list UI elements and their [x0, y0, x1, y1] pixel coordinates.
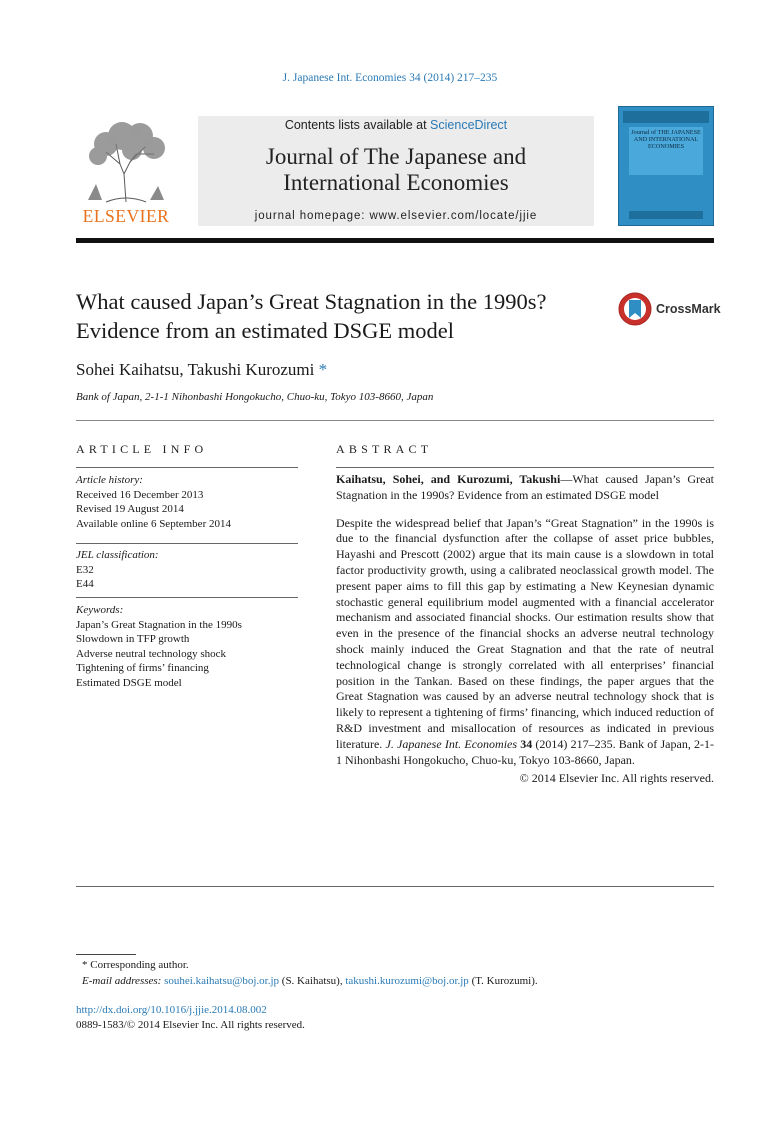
issn-line: 0889-1583/© 2014 Elsevier Inc. All rights reserved. — [76, 1019, 305, 1031]
email-link-kurozumi[interactable]: takushi.kurozumi@boj.or.jp — [345, 975, 469, 987]
abstract-body-text: Despite the widespread belief that Japan’s “Great Stagnation” in the 1990s is due to the financial dysfunction after the collapse of asset price bubbles, Hayashi and Prescott (2002) argue that its main cause is a slowdown in total factor productivity growth, using a calibrated neoclassical growth model. The present paper aims to fill this gap by estimating a New Keynesian dynamic stochastic general equilibrium model augmented with a financial accelerator mechanism and associated financial shocks. Our estimation results show that even in the presence of the financial shocks an adverse neutral technology shock mainly induced the Great Stagnation and that the rate of neutral technological change is strongly correlated with all enterprises’ financial position in the Tankan. Based on these findings, the paper argues that the Great Stagnation was caused by an adverse neutral technology shock that is likely to represent a tightening of firms’ financing, which induced reduction of R&D investment and misallocation of resources as indicated in previous literature. — [336, 515, 714, 751]
abstract-lead-authors: Kaihatsu, Sohei, and Kurozumi, Takushi — [336, 472, 561, 486]
abstract-rule — [336, 467, 714, 468]
publisher-name: ELSEVIER — [82, 206, 170, 226]
journal-homepage[interactable]: journal homepage: www.elsevier.com/locate/jjie — [254, 210, 538, 222]
abstract-lead — [336, 472, 714, 504]
journal-name-line-1: Journal of The Japanese and — [265, 144, 527, 169]
abstract-heading: ABSTRACT — [336, 442, 433, 456]
keywords-label: Keywords: — [76, 604, 124, 616]
history-online: Available online 6 September 2014 — [76, 517, 231, 530]
journal-cover-image[interactable] — [618, 106, 714, 226]
doi-link[interactable]: http://dx.doi.org/10.1016/j.jjie.2014.08.002 — [76, 1004, 267, 1016]
crossmark-icon — [618, 292, 652, 326]
email-owner: (S. Kaihatsu), — [279, 975, 346, 987]
crossmark-badge[interactable] — [618, 292, 721, 328]
cover-strip — [623, 111, 709, 123]
email-label: E-mail addresses: — [82, 975, 165, 987]
keyword-item: Estimated DSGE model — [76, 676, 182, 689]
corresponding-author-mark[interactable]: * — [318, 360, 328, 379]
copyright-notice: © 2014 Elsevier Inc. All rights reserved. — [519, 771, 714, 786]
email-link-kaihatsu[interactable]: souhei.kaihatsu@boj.or.jp — [164, 975, 280, 987]
keyword-item: Slowdown in TFP growth — [76, 633, 190, 645]
cover-footer — [629, 211, 703, 219]
email-owner: (T. Kurozumi). — [468, 975, 538, 987]
jel-label: JEL classification: — [76, 549, 159, 561]
abstract-body — [336, 516, 714, 769]
header-rule — [76, 238, 714, 243]
article-history — [76, 473, 306, 531]
article-info-heading: ARTICLE INFO — [76, 442, 208, 456]
history-revised: Revised 19 August 2014 — [76, 503, 184, 515]
info-rule — [76, 467, 298, 468]
info-rule — [76, 543, 298, 544]
author-list — [76, 360, 327, 380]
bottom-rule — [76, 886, 714, 887]
abstract-lead-title: —What caused Japan’s Great Stagnation in the 1990s? Evidence from an estimated DSGE model — [336, 472, 715, 502]
corresponding-author-note: * Corresponding author. — [82, 959, 189, 971]
abstract-ref-journal: J. Japanese Int. Economies — [385, 736, 518, 751]
abstract-ref-rest: (2014) 217–235. Bank of Japan, 2-1-1 Nihonbashi Hongokucho, Chuo-ku, Tokyo 103-8660, Japan. — [336, 736, 715, 767]
history-received: Received 16 December 2013 — [76, 488, 204, 501]
abstract-text — [336, 472, 714, 787]
article-title: What caused Japan’s Great Stagnation in the 1990s? Evidence from an estimated DSGE model — [76, 289, 547, 343]
contents-prefix: Contents lists available at — [284, 118, 431, 132]
section-rule — [76, 420, 714, 421]
journal-name-line-2: International Economies — [283, 170, 509, 195]
journal-header — [76, 106, 714, 228]
author-names: Sohei Kaihatsu, Takushi Kurozumi — [76, 360, 315, 379]
contents-line — [198, 118, 594, 132]
footnote-rule — [76, 954, 136, 955]
history-label: Article history: — [76, 474, 143, 486]
keyword-item: Tightening of firms’ financing — [76, 662, 209, 674]
journal-name — [198, 144, 594, 196]
journal-box — [198, 116, 594, 226]
jel-code: E32 — [76, 563, 94, 576]
crossmark-label: CrossMark — [656, 302, 721, 316]
author-affiliation: Bank of Japan, 2-1-1 Nihonbashi Hongokucho, Chuo-ku, Tokyo 103-8660, Japan — [76, 391, 434, 403]
keyword-item: Japan’s Great Stagnation in the 1990s — [76, 618, 242, 631]
journal-citation[interactable]: J. Japanese Int. Economies 34 (2014) 217–235 — [282, 72, 498, 84]
sciencedirect-link[interactable]: ScienceDirect — [430, 118, 508, 132]
cover-title: Journal of THE JAPANESE AND INTERNATIONAL ECONOMIES — [631, 129, 701, 150]
keyword-item: Adverse neutral technology shock — [76, 647, 226, 660]
jel-code: E44 — [76, 578, 94, 590]
abstract-ref-volume: 34 — [520, 736, 533, 751]
footnotes — [76, 957, 716, 989]
jel-classification — [76, 548, 306, 592]
info-rule — [76, 597, 298, 598]
email-addresses — [76, 973, 716, 989]
keywords — [76, 603, 306, 690]
